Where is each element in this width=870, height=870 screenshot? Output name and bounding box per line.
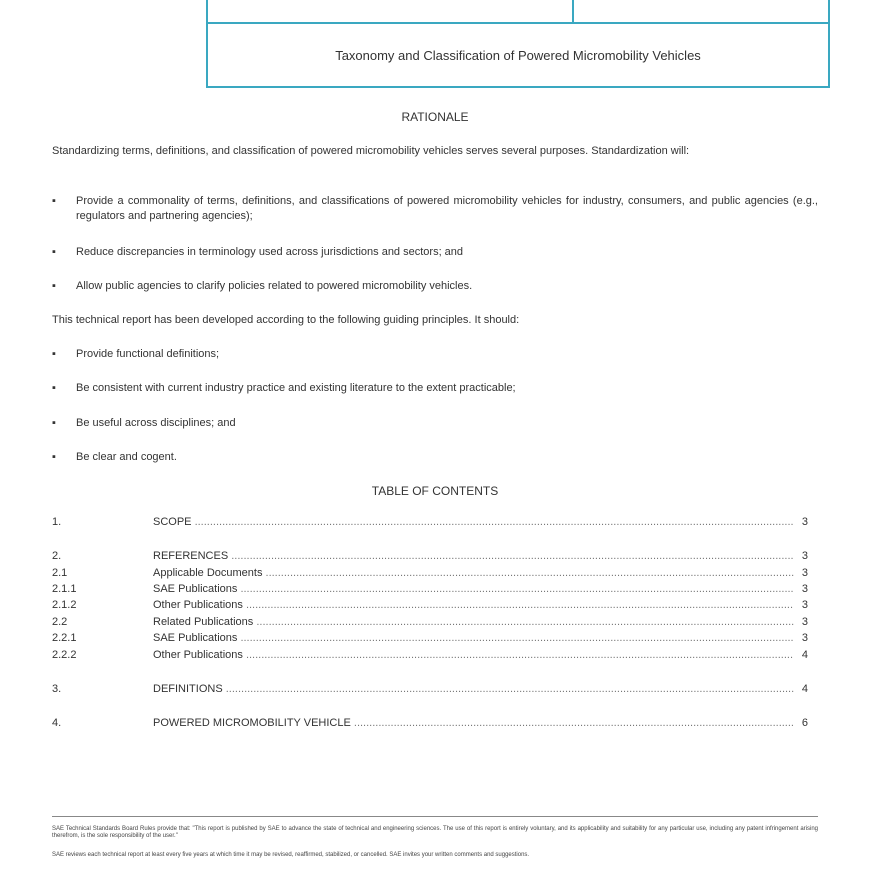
principles-intro: This technical report has been developed according to the following guiding principles. It should: <box>52 314 520 326</box>
toc-entry[interactable]: 3. DEFINITIONS ..... 4 <box>52 683 808 697</box>
bullet-icon: ▪ <box>52 195 56 207</box>
bullet-icon: ▪ <box>52 382 56 394</box>
toc-heading: TABLE OF CONTENTS <box>371 484 499 498</box>
rationale-heading: RATIONALE <box>401 110 469 124</box>
toc-entry[interactable]: 2. REFERENCES ..... 3 <box>52 550 808 564</box>
toc-entry[interactable]: 2.2.2 Other Publications ..... 4 <box>52 649 808 663</box>
bullet-icon: ▪ <box>52 246 56 258</box>
footer-disclaimer: SAE Technical Standards Board Rules provide that: "This report is published by SAE to advance the state of technical and engineering sciences. The use of this report is entirely voluntary, and its applicability and suitability for any particular use, including any patent infringement arising therefrom, is the sole responsibility of the user." <box>52 826 818 839</box>
bullet-icon: ▪ <box>52 348 56 360</box>
toc-entry[interactable]: 2.1 Applicable Documents ..... 3 <box>52 567 808 581</box>
toc-entry[interactable]: 2.1.2 Other Publications ..... 3 <box>52 599 808 613</box>
document-page: Taxonomy and Classification of Powered Micromobility Vehicles RATIONALE Standardizing terms, definitions, and classification of powered micromobility vehicles serves several purposes. Standardization will: ▪ Provide a commonality of terms, definitions, and classifications of powered micromobility vehicles for industry, consumers, and public agencies (e.g., regulators and partnering agencies); ▪ Reduce discrepancies in terminology used across jurisdictions and sectors; and ▪ Allow public agencies to clarify policies related to powered micromobility vehicles. This technical report has been developed according to the following guiding principles. It should: ▪ Provide functional definitions; ▪ Be consistent with current industry practice and existing literature to the extent practicable; ▪ Be useful across disciplines; and ▪ Be clear and cogent. TABLE OF CONTENTS 1. SCOPE ..... 3 2. REFERENCES ..... 3 2.1 Applicable Documents ..... 3 2.1.1 SAE Publications ..... 3 2.1.2 Other Publications ..... 3 2.2 Related Publications ..... 3 2.2.1 SAE Publications ..... 3 2.2.2 Other Publications ..... 4 3. DEFINITIONS ..... 4 4. POWERED MICROMOBILITY VEHICLE ..... 6 SAE Technical Standards Board Rules provide that: "This report is published by SAE to advance the state of technical and engineering sciences. The use of this report is entirely voluntary, and its applicability and suitability for any particular use, including any patent infringement arising therefrom, is the sole responsibility of the user." SAE reviews each technical report at least every five years at which time it may be revised, reaffirmed, stabilized, or cancelled. SAE invites your written comments and suggestions. <box>0 0 870 870</box>
toc-entry[interactable]: 4. POWERED MICROMOBILITY VEHICLE ..... 6 <box>52 717 808 731</box>
bullet-icon: ▪ <box>52 280 56 292</box>
rationale-intro: Standardizing terms, definitions, and classification of powered micromobility vehicles serves several purposes. Standardization will: <box>52 145 690 157</box>
toc-entry[interactable]: 1. SCOPE ..... 3 <box>52 516 808 530</box>
toc-entry[interactable]: 2.2 Related Publications ..... 3 <box>52 616 808 630</box>
footer-divider <box>52 816 818 817</box>
title-block <box>206 0 830 88</box>
toc-entry[interactable]: 2.2.1 SAE Publications ..... 3 <box>52 632 808 646</box>
toc-entry[interactable]: 2.1.1 SAE Publications ..... 3 <box>52 583 808 597</box>
footer-review-note: SAE reviews each technical report at least every five years at which time it may be revised, reaffirmed, stabilized, or cancelled. SAE invites your written comments and suggestions. <box>52 852 530 858</box>
bullet-icon: ▪ <box>52 451 56 463</box>
document-title: Taxonomy and Classification of Powered Micromobility Vehicles <box>335 48 701 63</box>
title-block-column-divider <box>572 0 574 22</box>
bullet-icon: ▪ <box>52 417 56 429</box>
title-block-divider <box>208 22 828 24</box>
